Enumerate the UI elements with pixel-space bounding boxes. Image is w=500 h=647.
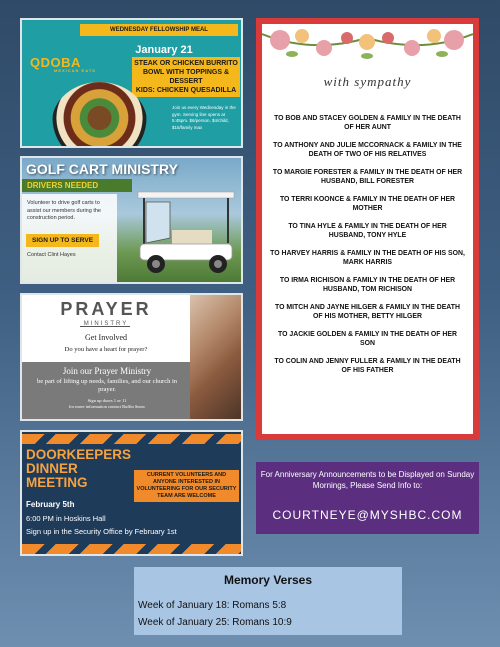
sympathy-heading: with sympathy <box>323 74 412 89</box>
prayer-title: PRAYER <box>60 299 152 319</box>
golf-contact: Contact Clint Hayes <box>27 252 76 258</box>
memory-verse-week2: Week of January 25: Romans 10:9 <box>138 617 292 628</box>
memory-verse-week1: Week of January 18: Romans 5:8 <box>138 600 287 611</box>
doorkeepers-title-line3: MEETING <box>26 475 88 490</box>
qdoba-logo-sub: MEXICAN EATS <box>54 68 96 73</box>
drivers-needed: DRIVERS NEEDED <box>22 179 132 192</box>
heart-question: Do you have a heart for prayer? <box>64 346 148 353</box>
ministry-label: MINISTRY <box>83 321 129 327</box>
hazard-stripes-bottom <box>22 544 243 554</box>
sympathy-inner <box>262 24 473 434</box>
sympathy-entry: TO BOB AND STACEY GOLDEN & FAMILY IN THE DEATH OF HER AUNT <box>274 115 461 131</box>
volunteers-callout: CURRENT VOLUNTEERS AND ANYONE INTERESTED IN VOLUNTEERING FOR OUR SECURITY TEAM ARE WELCOME <box>134 470 239 502</box>
get-involved: Get Involved <box>85 333 127 342</box>
sympathy-list <box>270 114 465 384</box>
hazard-stripes-top <box>22 434 243 444</box>
sympathy-entry: TO IRMA RICHISON & FAMILY IN THE DEATH OF HER HUSBAND, TOM RICHISON <box>279 277 456 293</box>
golf-cart-image <box>130 188 240 280</box>
prayer-contact: for more information contact Ruffin Snow <box>68 404 146 409</box>
golf-description: Volunteer to drive golf carts to assist our members during the construction period. <box>27 200 101 221</box>
doorkeepers-date: February 5th <box>26 500 75 509</box>
sympathy-entry: TO TINA HYLE & FAMILY IN THE DEATH OF HER HUSBAND, TONY HYLE <box>288 223 447 239</box>
prayer-signup: Sign up doors 1 or 11 <box>87 398 127 403</box>
memory-verses-card <box>134 567 402 635</box>
fellowship-banner: WEDNESDAY FELLOWSHIP MEAL <box>80 24 238 36</box>
qdoba-logo-text: QDOBA <box>30 55 81 70</box>
sympathy-entry: TO TERRI KOONCE & FAMILY IN THE DEATH OF HER MOTHER <box>279 196 456 212</box>
doorkeepers-title-line2: DINNER <box>26 461 78 476</box>
sign-up-to-serve-button[interactable]: SIGN UP TO SERVE <box>26 234 99 247</box>
meal-menu <box>132 57 240 97</box>
menu-main: STEAK OR CHICKEN BURRITO BOWL WITH TOPPINGS & DESSERT <box>134 60 238 85</box>
sympathy-entry: TO JACKIE GOLDEN & FAMILY IN THE DEATH OF HER SON <box>278 331 457 347</box>
doorkeepers-time: 6:00 PM in Hoskins Hall <box>26 514 106 523</box>
golf-cart-ministry-card <box>20 156 243 284</box>
sympathy-entry: TO HARVEY HARRIS & FAMILY IN THE DEATH OF HIS SON, MARK HARRIS <box>270 250 465 266</box>
menu-kids: KIDS: CHICKEN QUESADILLA <box>135 87 237 94</box>
anniversary-email-link[interactable]: COURTNEYE@MYSHBC.COM <box>272 508 463 522</box>
sympathy-entry: TO COLIN AND JENNY FULLER & FAMILY IN THE DEATH OF HIS FATHER <box>274 358 461 374</box>
prayer-description: be part of lifting up needs, families, and our church in prayer. <box>36 378 178 393</box>
meal-info: Join us every Wednesday in the gym. Serving line opens at 5:45pm. $6/person, $4/child, $15/family max <box>172 105 236 130</box>
prayer-ministry-card <box>20 293 243 421</box>
qdoba-fellowship-meal-card <box>20 18 243 148</box>
doorkeepers-signup: Sign up in the Security Office by February 1st <box>26 527 177 536</box>
meal-date: January 21 <box>135 44 193 56</box>
doorkeepers-title-line1: DOORKEEPERS <box>26 447 132 462</box>
join-prayer: Join our Prayer Ministry <box>62 366 152 376</box>
praying-hands-image <box>190 295 243 419</box>
memory-verses-title: Memory Verses <box>223 573 313 587</box>
anniversary-card <box>256 462 479 534</box>
sympathy-entry: TO MITCH AND JAYNE HILGER & FAMILY IN THE DEATH OF HIS MOTHER, BETTY HILGER <box>275 304 460 320</box>
prayer-signup-info <box>22 398 192 410</box>
anniversary-text: For Anniversary Announcements to be Displayed on Sunday Mornings, Please Send Info to: <box>260 470 475 490</box>
doorkeepers-meeting-card <box>20 430 243 556</box>
sympathy-card <box>256 18 479 440</box>
sympathy-entry: TO ANTHONY AND JULIE MCCORNACK & FAMILY IN THE DEATH OF TWO OF HIS RELATIVES <box>273 142 462 158</box>
sympathy-entry: TO MARGIE FORESTER & FAMILY IN THE DEATH OF HER HUSBAND, BILL FORESTER <box>272 169 463 185</box>
doorkeepers-title <box>26 448 136 490</box>
golf-title: GOLF CART MINISTRY <box>26 161 178 177</box>
qdoba-logo <box>30 55 130 73</box>
